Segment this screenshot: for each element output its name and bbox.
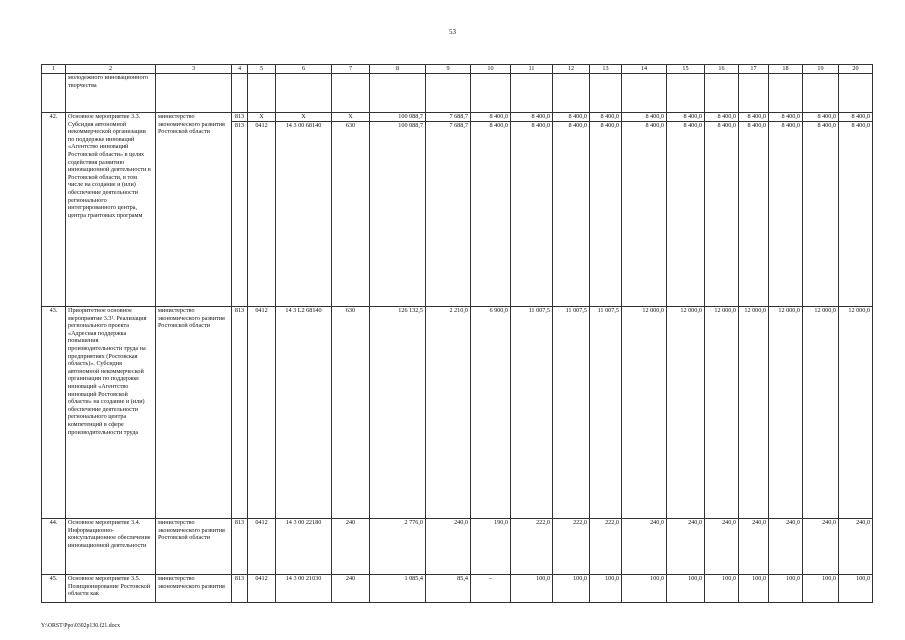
value-cell: 100,0 — [705, 575, 739, 603]
header-cell: 11 — [511, 65, 553, 74]
table-row — [42, 74, 873, 113]
value-cell: 0412 — [248, 307, 276, 519]
value-cell: 8 400,0 — [667, 122, 705, 307]
value-cell: 240,0 — [667, 519, 705, 575]
value-cell: 11 007,5 — [553, 307, 590, 519]
value-cell — [276, 74, 332, 113]
row-executor: министерство экономического развития Ростовской области — [156, 113, 232, 307]
value-cell: 6 900,0 — [471, 307, 511, 519]
row-number: 42. — [42, 113, 66, 307]
header-row — [42, 65, 873, 74]
header-cell: 13 — [590, 65, 622, 74]
value-cell: 100 088,7 — [370, 122, 426, 307]
value-cell: 8 400,0 — [769, 122, 803, 307]
value-cell: 240,0 — [803, 519, 839, 575]
header-cell: 2 — [66, 65, 156, 74]
value-cell: 100,0 — [511, 575, 553, 603]
value-cell: 8 400,0 — [705, 113, 739, 122]
value-cell: 12 000,0 — [803, 307, 839, 519]
value-cell: 8 400,0 — [622, 113, 667, 122]
header-cell: 12 — [553, 65, 590, 74]
header-cell: 4 — [232, 65, 248, 74]
value-cell: 8 400,0 — [590, 122, 622, 307]
value-cell: 14 3 00 68140 — [276, 122, 332, 307]
header-cell: 15 — [667, 65, 705, 74]
value-cell: 813 — [232, 575, 248, 603]
value-cell: 8 400,0 — [705, 122, 739, 307]
table-row — [42, 113, 873, 122]
value-cell: 240 — [332, 575, 370, 603]
value-cell: 222,0 — [511, 519, 553, 575]
header-cell: 19 — [803, 65, 839, 74]
file-path: Y:\ORST\Ppo\0302p130.f21.docx — [41, 623, 121, 629]
value-cell: 240,0 — [769, 519, 803, 575]
value-cell: 100,0 — [553, 575, 590, 603]
row-name: Основное мероприятие 3.5. Позиционирование Ростовской области как — [66, 575, 156, 603]
value-cell: 8 400,0 — [553, 113, 590, 122]
value-cell: – — [471, 575, 511, 603]
value-cell: 240,0 — [426, 519, 471, 575]
row-name: Приоритетное основное мероприятие 3.3¹. Реализация регионального проекта «Адресная поддержка повышения производительности труда на предприятиях (Ростовская область)». Субсидия автономной некоммерческой организации по поддержке инноваций «Агентство инноваций Ростовской области» на создание и (или) обеспечение деятельности регионального центра компетенций в сфере производительности труда — [66, 307, 156, 519]
value-cell: 11 007,5 — [590, 307, 622, 519]
value-cell — [248, 74, 276, 113]
value-cell: X — [248, 113, 276, 122]
value-cell: 126 132,5 — [370, 307, 426, 519]
value-cell: 8 400,0 — [511, 122, 553, 307]
row-name: Основное мероприятие 3.3. Субсидия автономной некоммерческой организации по поддержке инноваций «Агентство инноваций Ростовской области» в целях содействия развитию инновационной деятельности в Ростовской области, в том числе на создание и (или) обеспечение деятельности регионального интегрированного центра, центра грантовых программ — [66, 113, 156, 307]
value-cell: 11 007,5 — [511, 307, 553, 519]
value-cell: 190,0 — [471, 519, 511, 575]
value-cell: 2 776,0 — [370, 519, 426, 575]
value-cell: 1 085,4 — [370, 575, 426, 603]
value-cell: 8 400,0 — [739, 113, 769, 122]
value-cell — [705, 74, 739, 113]
value-cell: X — [276, 113, 332, 122]
value-cell: 8 400,0 — [803, 122, 839, 307]
value-cell: 100 088,7 — [370, 113, 426, 122]
value-cell — [553, 74, 590, 113]
value-cell: 8 400,0 — [769, 113, 803, 122]
value-cell: 8 400,0 — [803, 113, 839, 122]
value-cell: 0412 — [248, 519, 276, 575]
row-executor: министерство экономического развития Ростовской области — [156, 307, 232, 519]
value-cell: 8 400,0 — [553, 122, 590, 307]
header-cell: 8 — [370, 65, 426, 74]
value-cell — [426, 74, 471, 113]
value-cell: 630 — [332, 122, 370, 307]
value-cell: 630 — [332, 307, 370, 519]
value-cell: 8 400,0 — [839, 122, 873, 307]
row-number: 43. — [42, 307, 66, 519]
table-row — [42, 307, 873, 519]
value-cell — [839, 74, 873, 113]
value-cell — [667, 74, 705, 113]
value-cell — [511, 74, 553, 113]
value-cell: 14 3 00 21030 — [276, 575, 332, 603]
row-number: 45. — [42, 575, 66, 603]
header-cell: 7 — [332, 65, 370, 74]
value-cell — [803, 74, 839, 113]
table-row — [42, 519, 873, 575]
value-cell: 222,0 — [590, 519, 622, 575]
header-cell: 6 — [276, 65, 332, 74]
value-cell: 100,0 — [803, 575, 839, 603]
value-cell: 8 400,0 — [622, 122, 667, 307]
value-cell: 240 — [332, 519, 370, 575]
header-cell: 17 — [739, 65, 769, 74]
value-cell: X — [332, 113, 370, 122]
value-cell: 240,0 — [739, 519, 769, 575]
value-cell: 14 3 L2 68140 — [276, 307, 332, 519]
value-cell: 240,0 — [705, 519, 739, 575]
value-cell: 222,0 — [553, 519, 590, 575]
value-cell: 8 400,0 — [511, 113, 553, 122]
value-cell — [471, 74, 511, 113]
value-cell: 100,0 — [839, 575, 873, 603]
value-cell: 12 000,0 — [622, 307, 667, 519]
value-cell — [769, 74, 803, 113]
row-number — [42, 74, 66, 113]
header-cell: 18 — [769, 65, 803, 74]
value-cell: 100,0 — [622, 575, 667, 603]
value-cell — [622, 74, 667, 113]
value-cell: 100,0 — [667, 575, 705, 603]
header-cell: 14 — [622, 65, 667, 74]
header-cell: 3 — [156, 65, 232, 74]
value-cell: 0412 — [248, 575, 276, 603]
value-cell: 7 688,7 — [426, 113, 471, 122]
value-cell: 100,0 — [769, 575, 803, 603]
row-name: Основное мероприятие 3.4. Информационно-консультационное обеспечение инновационной деятельности — [66, 519, 156, 575]
value-cell: 8 400,0 — [471, 122, 511, 307]
value-cell: 813 — [232, 519, 248, 575]
value-cell — [590, 74, 622, 113]
value-cell: 12 000,0 — [739, 307, 769, 519]
row-executor: министерство экономического развития Ростовской области — [156, 519, 232, 575]
row-name: молодежного инновационного творчества — [66, 74, 156, 113]
value-cell: 12 000,0 — [705, 307, 739, 519]
header-cell: 5 — [248, 65, 276, 74]
value-cell: 8 400,0 — [471, 113, 511, 122]
value-cell: 100,0 — [739, 575, 769, 603]
value-cell: 240,0 — [839, 519, 873, 575]
header-cell: 1 — [42, 65, 66, 74]
value-cell: 7 688,7 — [426, 122, 471, 307]
header-cell: 16 — [705, 65, 739, 74]
value-cell: 813 — [232, 307, 248, 519]
value-cell — [156, 74, 232, 113]
value-cell: 100,0 — [590, 575, 622, 603]
value-cell: 85,4 — [426, 575, 471, 603]
header-cell: 9 — [426, 65, 471, 74]
value-cell: 8 400,0 — [590, 113, 622, 122]
value-cell: 12 000,0 — [769, 307, 803, 519]
value-cell: 8 400,0 — [667, 113, 705, 122]
value-cell — [370, 74, 426, 113]
value-cell: 8 400,0 — [839, 113, 873, 122]
table-row — [42, 575, 873, 603]
value-cell: 240,0 — [622, 519, 667, 575]
value-cell: 0412 — [248, 122, 276, 307]
header-cell: 20 — [839, 65, 873, 74]
header-cell: 10 — [471, 65, 511, 74]
value-cell: 12 000,0 — [667, 307, 705, 519]
value-cell — [739, 74, 769, 113]
value-cell — [232, 74, 248, 113]
page-number: 53 — [449, 28, 456, 36]
value-cell — [332, 74, 370, 113]
value-cell: 14 3 00 22180 — [276, 519, 332, 575]
budget-table — [41, 64, 873, 603]
row-number: 44. — [42, 519, 66, 575]
row-executor: министерство экономического развития — [156, 575, 232, 603]
value-cell: 8 400,0 — [739, 122, 769, 307]
value-cell: 813 — [232, 113, 248, 122]
value-cell: 813 — [232, 122, 248, 307]
value-cell: 12 000,0 — [839, 307, 873, 519]
value-cell: 2 210,0 — [426, 307, 471, 519]
